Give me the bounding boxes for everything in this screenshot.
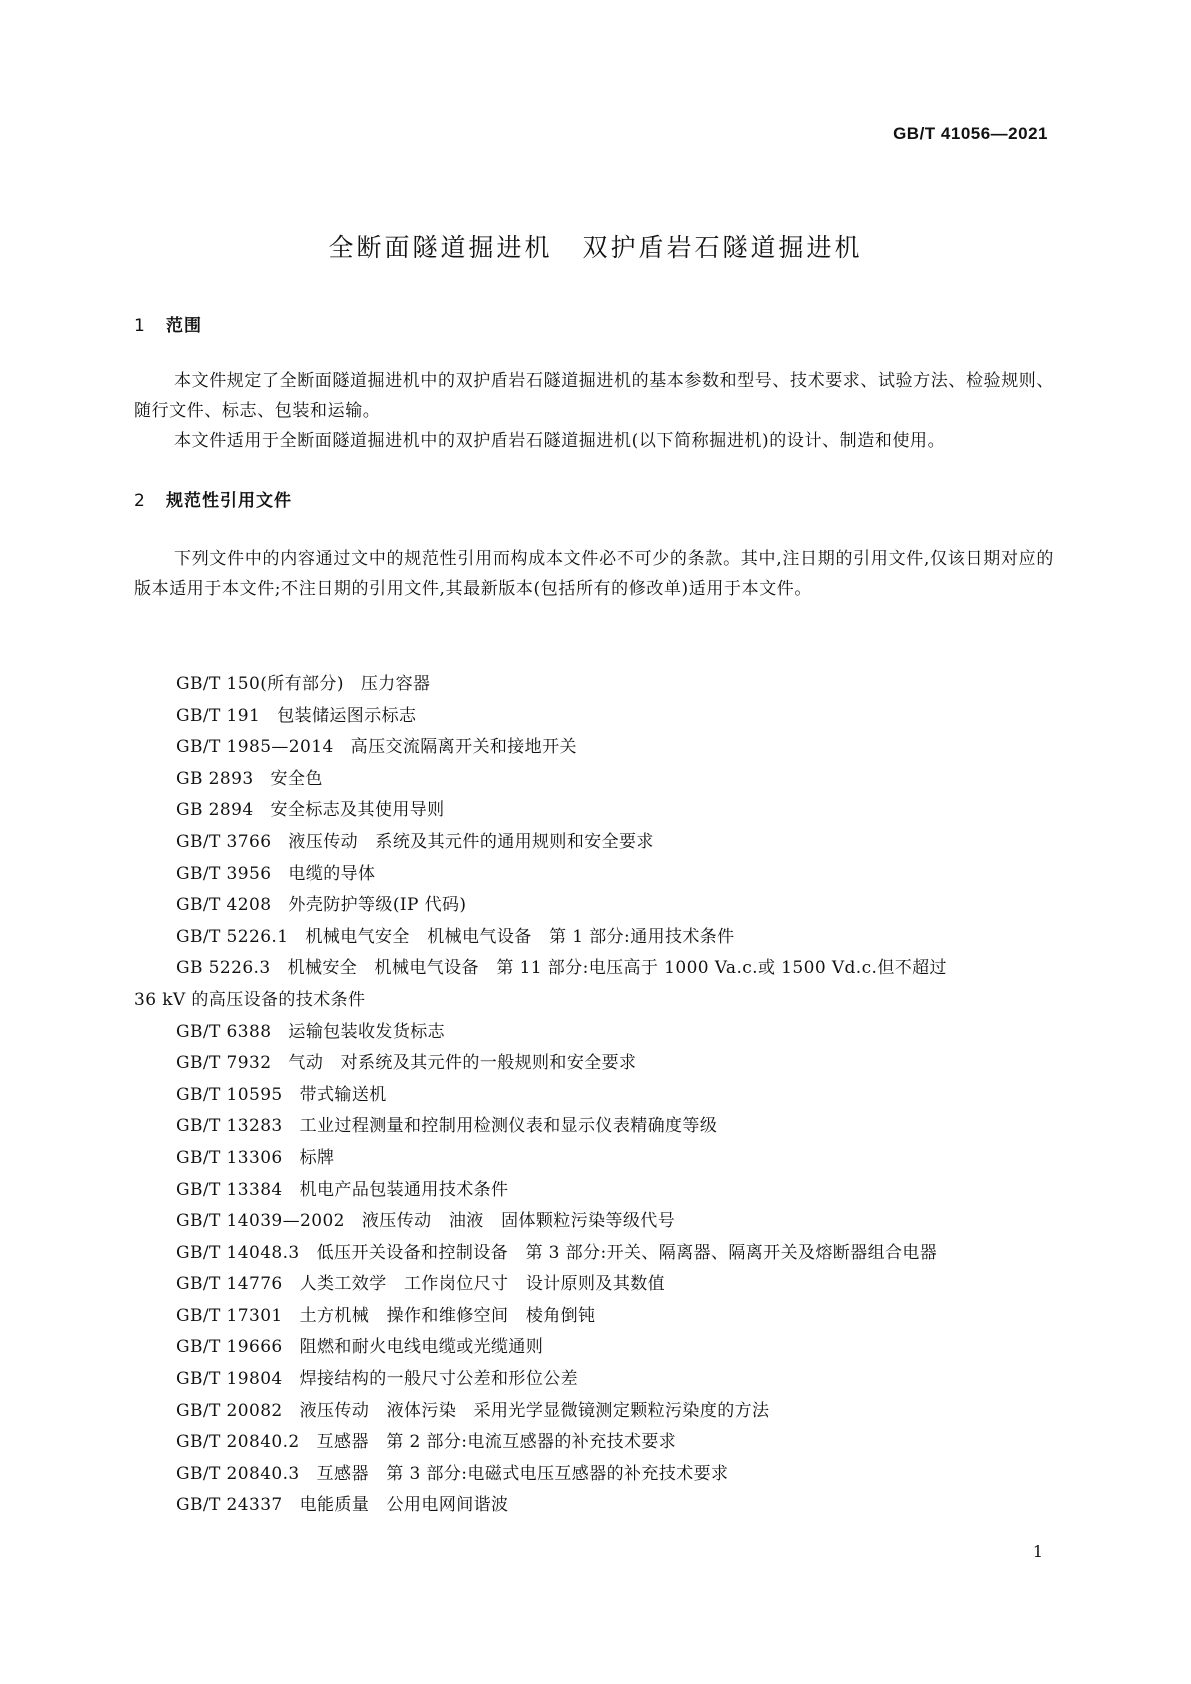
standard-number: GB/T 41056—2021 (893, 124, 1048, 143)
reference-item (134, 1269, 1054, 1301)
reference-title: 土方机械 操作和维修空间 棱角倒钝 (299, 1305, 596, 1326)
reference-item (134, 890, 1054, 922)
reference-code: GB/T 14039—2002 (176, 1211, 345, 1232)
reference-title: 气动 对系统及其元件的一般规则和安全要求 (288, 1053, 637, 1074)
reference-title: 人类工效学 工作岗位尺寸 设计原则及其数值 (299, 1274, 666, 1295)
reference-item (134, 1490, 1054, 1522)
reference-code: GB/T 191 (176, 705, 261, 726)
title-part-1: 全断面隧道掘进机 (328, 233, 553, 262)
reference-code: GB/T 20082 (176, 1400, 283, 1421)
reference-title: 带式输送机 (299, 1084, 387, 1105)
document-title (0, 228, 1191, 264)
normative-reference-list (134, 669, 1054, 1522)
reference-code: GB/T 1985—2014 (176, 737, 334, 758)
reference-title: 液压传动 系统及其元件的通用规则和安全要求 (288, 831, 654, 852)
reference-title-continuation: 36 kV 的高压设备的技术条件 (134, 989, 366, 1010)
reference-title: 液压传动 油液 固体颗粒污染等级代号 (361, 1211, 676, 1232)
reference-code: GB/T 3956 (176, 863, 272, 884)
reference-item (134, 1143, 1054, 1175)
reference-item (134, 1427, 1054, 1459)
page-number: 1 (1032, 1542, 1043, 1561)
reference-code: GB/T 14776 (176, 1274, 283, 1295)
reference-item (134, 1017, 1054, 1049)
reference-code: GB/T 19666 (176, 1337, 283, 1358)
reference-title: 电能质量 公用电网间谐波 (299, 1495, 509, 1516)
reference-title: 高压交流隔离开关和接地开关 (350, 737, 577, 758)
section-2-heading (134, 486, 292, 511)
reference-item (134, 859, 1054, 891)
reference-item (134, 1396, 1054, 1428)
reference-title: 压力容器 (360, 674, 431, 694)
reference-item (134, 1459, 1054, 1491)
reference-code: GB/T 14048.3 (176, 1242, 300, 1263)
section-1-paragraph-1: 本文件规定了全断面隧道掘进机中的双护盾岩石隧道掘进机的基本参数和型号、技术要求、试验方法、检验规则、随行文件、标志、包装和运输。 (134, 371, 1054, 421)
reference-title: 外壳防护等级(IP 代码) (288, 895, 467, 916)
reference-title: 液压传动 液体污染 采用光学显微镜测定颗粒污染度的方法 (299, 1400, 770, 1421)
reference-item (134, 953, 1054, 1016)
reference-code: GB/T 6388 (176, 1021, 272, 1042)
reference-title: 机械电气安全 机械电气设备 第 1 部分:通用技术条件 (305, 926, 735, 947)
reference-item (134, 1301, 1054, 1333)
reference-title: 安全色 (270, 768, 323, 789)
reference-code: GB/T 3766 (176, 831, 272, 852)
reference-code: GB/T 10595 (176, 1084, 283, 1105)
reference-title: 标牌 (299, 1147, 335, 1168)
reference-title: 机电产品包装通用技术条件 (299, 1179, 509, 1200)
reference-title: 电缆的导体 (288, 863, 376, 884)
reference-code: GB/T 13384 (176, 1179, 283, 1200)
reference-code: GB 2894 (176, 800, 254, 821)
reference-item (134, 1111, 1054, 1143)
reference-item (134, 922, 1054, 954)
reference-item (134, 1206, 1054, 1238)
title-part-2: 双护盾岩石隧道掘进机 (582, 233, 863, 262)
section-2-title: 规范性引用文件 (166, 491, 292, 511)
reference-item (134, 669, 1054, 701)
reference-code: GB/T 13306 (176, 1147, 283, 1168)
reference-title: 阻燃和耐火电线电缆或光缆通则 (299, 1337, 544, 1358)
reference-code: GB/T 13283 (176, 1116, 283, 1137)
reference-title: 机械安全 机械电气设备 第 11 部分:电压高于 1000 Va.c.或 1500 Vd.c.但不超过 (287, 958, 947, 979)
reference-title: 安全标志及其使用导则 (270, 800, 445, 821)
reference-title: 工业过程测量和控制用检测仪表和显示仪表精确度等级 (299, 1116, 718, 1137)
reference-item (134, 795, 1054, 827)
reference-title: 包装储运图示标志 (277, 705, 417, 726)
reference-code: GB/T 4208 (176, 895, 272, 916)
reference-item (134, 701, 1054, 733)
section-1-heading (134, 311, 202, 336)
reference-item (134, 1238, 1054, 1270)
section-1-number: 1 (134, 316, 145, 336)
reference-code: GB/T 24337 (176, 1495, 283, 1516)
reference-code: GB/T 19804 (176, 1369, 283, 1390)
reference-item (134, 764, 1054, 796)
reference-item (134, 1048, 1054, 1080)
section-1-title: 范围 (166, 316, 202, 336)
reference-code: GB/T 20840.3 (176, 1463, 300, 1484)
reference-item (134, 1175, 1054, 1207)
section-2-intro: 下列文件中的内容通过文中的规范性引用而构成本文件必不可少的条款。其中,注日期的引用文件,仅该日期对应的版本适用于本文件;不注日期的引用文件,其最新版本(包括所有的修改单)适用于本文件。 (134, 549, 1054, 599)
reference-item (134, 1332, 1054, 1364)
reference-item (134, 1364, 1054, 1396)
section-2-number: 2 (134, 491, 145, 511)
reference-item (134, 1080, 1054, 1112)
reference-code: GB/T 7932 (176, 1053, 272, 1074)
reference-code: GB/T 20840.2 (176, 1432, 300, 1453)
reference-code: GB/T 150(所有部分) (176, 674, 344, 694)
reference-code: GB/T 17301 (176, 1305, 283, 1326)
reference-item (134, 827, 1054, 859)
reference-title: 焊接结构的一般尺寸公差和形位公差 (299, 1369, 579, 1390)
reference-code: GB 2893 (176, 768, 254, 789)
reference-title: 互感器 第 2 部分:电流互感器的补充技术要求 (316, 1432, 677, 1453)
section-1-paragraph-2: 本文件适用于全断面隧道掘进机中的双护盾岩石隧道掘进机(以下简称掘进机)的设计、制造和使用。 (174, 431, 946, 451)
reference-title: 互感器 第 3 部分:电磁式电压互感器的补充技术要求 (316, 1463, 729, 1484)
reference-code: GB/T 5226.1 (176, 926, 289, 947)
reference-title: 运输包装收发货标志 (288, 1021, 446, 1042)
reference-title: 低压开关设备和控制设备 第 3 部分:开关、隔离器、隔离开关及熔断器组合电器 (316, 1242, 938, 1263)
reference-item (134, 732, 1054, 764)
reference-code: GB 5226.3 (176, 958, 271, 979)
